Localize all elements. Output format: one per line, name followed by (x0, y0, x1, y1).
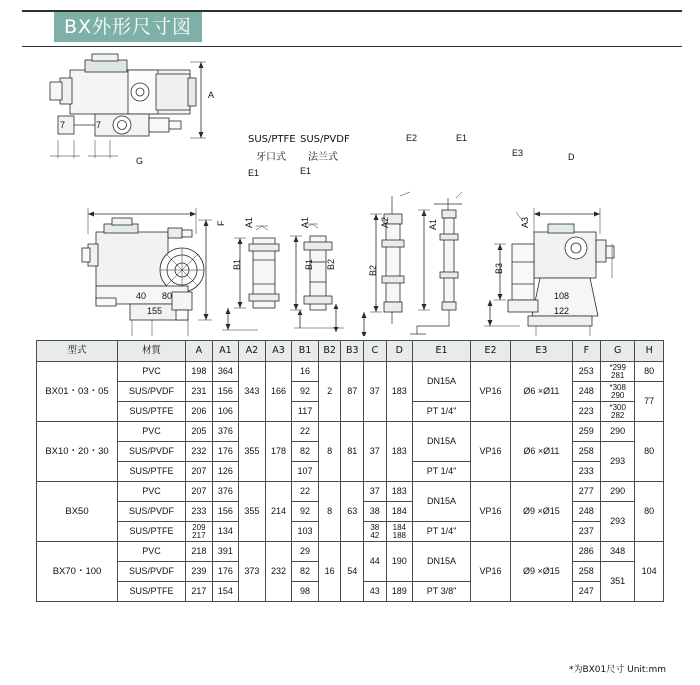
table-row (37, 422, 664, 442)
label-sus-pvdf-title: SUS/PVDF (300, 134, 350, 145)
cell-A1: 156 (212, 502, 239, 522)
spec-table (36, 340, 664, 602)
cell-G (601, 362, 635, 382)
col-head-E1: E1 (413, 341, 471, 362)
cell-C-line2: 42 (370, 530, 380, 540)
cell-D: 183 (386, 422, 413, 482)
col-head-B2: B2 (318, 341, 341, 362)
cell-A1: 376 (212, 482, 239, 502)
dim-label-E1-top-right: E1 (456, 133, 468, 143)
cell-D: 190 (386, 542, 413, 582)
cell-B2: 8 (318, 482, 341, 542)
cell-A1: 134 (212, 522, 239, 542)
cell-G (601, 402, 635, 422)
cell-material: SUS/PTFE (118, 462, 186, 482)
dim-label-A3: A3 (520, 216, 530, 228)
cell-material: PVC (118, 542, 186, 562)
dim-label-D: D (568, 152, 575, 162)
dim-label-G: G (136, 156, 144, 166)
cell-material: SUS/PTFE (118, 522, 186, 542)
cell-B3: 63 (341, 482, 364, 542)
cell-material: SUS/PVDF (118, 562, 186, 582)
cell-D: 189 (386, 582, 413, 602)
cell-material: SUS/PTFE (118, 402, 186, 422)
cell-E1: PT 1/4" (413, 402, 471, 422)
col-head-H: H (635, 341, 664, 362)
cell-E3: Ø6 ×Ø11 (511, 362, 572, 422)
spec-table-wrap (36, 340, 664, 602)
cell-E1: PT 1/4" (413, 462, 471, 482)
cell-material: SUS/PTFE (118, 582, 186, 602)
label-sus-ptfe-sub: 牙口式 (256, 152, 286, 163)
cell-B1: 117 (292, 402, 319, 422)
label-sus-ptfe-title: SUS/PTFE (248, 134, 296, 145)
cell-B1: 103 (292, 522, 319, 542)
cell-A: 231 (186, 382, 213, 402)
cell-model: BX50 (37, 482, 118, 542)
cell-model: BX70・100 (37, 542, 118, 602)
dim-label-A1-pvdf: A1 (300, 216, 310, 228)
cell-B1: 29 (292, 542, 319, 562)
cell-B1: 82 (292, 442, 319, 462)
col-head-B3: B3 (341, 341, 364, 362)
cell-A1: 126 (212, 462, 239, 482)
col-head-A2: A2 (239, 341, 266, 362)
cell-material: PVC (118, 482, 186, 502)
header-row (37, 341, 664, 362)
cell-G (601, 382, 635, 402)
cell-model: BX10・20・30 (37, 422, 118, 482)
cell-A1: 156 (212, 382, 239, 402)
cell-C: 37 (364, 482, 387, 502)
cell-C: 44 (364, 542, 387, 582)
cell-E3: Ø6 ×Ø11 (511, 422, 572, 482)
cell-B3: 54 (341, 542, 364, 602)
cell-G: 351 (601, 562, 635, 602)
dim-label-E1-pvdf: E1 (300, 166, 312, 176)
label-sus-pvdf-sub: 法兰式 (308, 152, 338, 163)
cell-E1: DN15A (413, 362, 471, 402)
dim-value-80: 80 (162, 291, 173, 301)
cell-G: 290 (601, 482, 635, 502)
cell-material: PVC (118, 422, 186, 442)
cell-G: 290 (601, 422, 635, 442)
cell-G-line1: *308 (609, 382, 626, 392)
top-view-pump (50, 54, 206, 158)
cell-E1: DN15A (413, 542, 471, 582)
cell-material: SUS/PVDF (118, 382, 186, 402)
cell-A2: 355 (239, 482, 266, 542)
cell-H: 80 (635, 362, 664, 382)
cell-H: 104 (635, 542, 664, 602)
dim-value-40: 40 (136, 291, 147, 301)
col-head-E3: E3 (511, 341, 572, 362)
sus-ptfe-valve-view (222, 226, 279, 330)
cell-B1: 22 (292, 482, 319, 502)
cell-E3: Ø9 ×Ø15 (511, 482, 572, 542)
cell-B2: 2 (318, 362, 341, 422)
cell-F: 277 (572, 482, 600, 502)
side-view-pump (82, 208, 212, 336)
cell-G-line2: 282 (611, 410, 625, 420)
dim-label-A1-ptfe: A1 (244, 216, 254, 228)
col-head-material: 材質 (118, 341, 186, 362)
table-row (37, 482, 664, 502)
cell-A2: 373 (239, 542, 266, 602)
cell-material: SUS/PVDF (118, 442, 186, 462)
cell-A3: 214 (265, 482, 292, 542)
spec-table-head (37, 341, 664, 362)
cell-D (386, 522, 413, 542)
dim-value-108: 108 (554, 291, 570, 301)
cell-C: 37 (364, 362, 387, 422)
cell-B1: 22 (292, 422, 319, 442)
col-head-E2: E2 (470, 341, 510, 362)
cell-F: 253 (572, 362, 600, 382)
pvc-piping-assembly-a1 (410, 192, 462, 334)
cell-A1: 176 (212, 562, 239, 582)
cell-B3: 87 (341, 362, 364, 422)
cell-B1: 16 (292, 362, 319, 382)
col-head-G: G (601, 341, 635, 362)
cell-A: 205 (186, 422, 213, 442)
cell-A: 233 (186, 502, 213, 522)
col-head-D: D (386, 341, 413, 362)
cell-D: 183 (386, 362, 413, 422)
dim-label-7b: 7 (96, 120, 102, 130)
cell-D: 183 (386, 482, 413, 502)
cell-G-line2: 281 (611, 370, 625, 380)
pvc-valve-assembly-a2 (358, 192, 410, 336)
dim-label-B2-pvc: B2 (368, 264, 378, 276)
cell-A: 207 (186, 462, 213, 482)
dim-label-B1-ptfe: B1 (232, 258, 242, 270)
cell-F: 258 (572, 442, 600, 462)
col-head-A1: A1 (212, 341, 239, 362)
table-row (37, 542, 664, 562)
cell-E1: PT 3/8" (413, 582, 471, 602)
cell-material: PVC (118, 362, 186, 382)
cell-C: 37 (364, 422, 387, 482)
dim-value-122: 122 (554, 306, 570, 316)
dimension-drawing (0, 48, 700, 336)
dim-label-A: A (208, 90, 215, 100)
cell-A1: 364 (212, 362, 239, 382)
cell-F: 223 (572, 402, 600, 422)
cell-F: 248 (572, 382, 600, 402)
dim-label-B2-pvdf: B2 (326, 258, 336, 270)
sus-pvdf-valve-view (290, 224, 344, 332)
cell-C: 43 (364, 582, 387, 602)
cell-G: 293 (601, 442, 635, 482)
cell-B1: 82 (292, 562, 319, 582)
cell-D: 184 (386, 502, 413, 522)
cell-E3: Ø9 ×Ø15 (511, 542, 572, 602)
col-head-A3: A3 (265, 341, 292, 362)
page-title: BX外形尺寸図 (54, 12, 202, 42)
cell-A3: 178 (265, 422, 292, 482)
table-row (37, 362, 664, 382)
footer-note: *为BX01尺寸 Unit:mm (568, 665, 666, 675)
cell-model: BX01・03・05 (37, 362, 118, 422)
cell-A: 217 (186, 582, 213, 602)
cell-D-line2: 188 (392, 530, 406, 540)
cell-A: 206 (186, 402, 213, 422)
cell-H: 80 (635, 482, 664, 542)
cell-E1: DN15A (413, 482, 471, 522)
cell-A1: 376 (212, 422, 239, 442)
cell-G-line2: 290 (611, 390, 625, 400)
dim-label-F: F (216, 220, 226, 226)
cell-A: 239 (186, 562, 213, 582)
cell-B1: 92 (292, 502, 319, 522)
dim-value-155: 155 (147, 306, 163, 316)
cell-F: 286 (572, 542, 600, 562)
cell-H: 77 (635, 382, 664, 422)
cell-C-line1: 38 (370, 522, 380, 532)
cell-F: 233 (572, 462, 600, 482)
dim-label-B1-pvdf: B1 (304, 258, 314, 270)
dim-label-A1-piping: A1 (428, 218, 438, 230)
cell-B2: 8 (318, 422, 341, 482)
dim-label-E2: E2 (406, 133, 418, 143)
cell-A3: 232 (265, 542, 292, 602)
dim-label-E3: E3 (512, 148, 524, 158)
col-head-model: 型式 (37, 341, 118, 362)
dim-label-E1-ptfe: E1 (248, 168, 260, 178)
col-head-B1: B1 (292, 341, 319, 362)
cell-A1: 106 (212, 402, 239, 422)
cell-B1: 107 (292, 462, 319, 482)
cell-A2: 343 (239, 362, 266, 422)
cell-B1: 92 (292, 382, 319, 402)
cell-G: 293 (601, 502, 635, 542)
cell-C (364, 522, 387, 542)
cell-A (186, 522, 213, 542)
cell-F: 248 (572, 502, 600, 522)
cell-B3: 81 (341, 422, 364, 482)
cell-A1: 391 (212, 542, 239, 562)
cell-G-line1: *300 (609, 402, 626, 412)
cell-F: 259 (572, 422, 600, 442)
cell-E1: DN15A (413, 422, 471, 462)
cell-A-line2: 217 (192, 530, 206, 540)
cell-A1: 154 (212, 582, 239, 602)
page-header (22, 10, 682, 44)
drawing-svg (0, 48, 700, 336)
cell-D-line1: 184 (392, 522, 406, 532)
cell-A: 198 (186, 362, 213, 382)
cell-F: 247 (572, 582, 600, 602)
col-head-F: F (572, 341, 600, 362)
cell-F: 258 (572, 562, 600, 582)
col-head-C: C (364, 341, 387, 362)
cell-C: 38 (364, 502, 387, 522)
cell-A2: 355 (239, 422, 266, 482)
cell-E2: VP16 (470, 362, 510, 422)
cell-A3: 166 (265, 362, 292, 422)
cell-A-line1: 209 (192, 522, 206, 532)
cell-material: SUS/PVDF (118, 502, 186, 522)
cell-B2: 16 (318, 542, 341, 602)
cell-E2: VP16 (470, 542, 510, 602)
col-head-A: A (186, 341, 213, 362)
cell-E2: VP16 (470, 482, 510, 542)
cell-H: 80 (635, 422, 664, 482)
cell-E2: VP16 (470, 422, 510, 482)
spec-table-body (37, 362, 664, 602)
cell-F: 237 (572, 522, 600, 542)
dim-label-A2: A2 (380, 216, 390, 228)
cell-A: 207 (186, 482, 213, 502)
cell-A: 218 (186, 542, 213, 562)
cell-B1: 98 (292, 582, 319, 602)
cell-A: 232 (186, 442, 213, 462)
dim-label-7a: 7 (60, 120, 66, 130)
cell-G: 348 (601, 542, 635, 562)
cell-G-line1: *299 (609, 362, 626, 372)
cell-A1: 176 (212, 442, 239, 462)
dim-label-B3: B3 (494, 262, 504, 274)
cell-E1: PT 1/4" (413, 522, 471, 542)
